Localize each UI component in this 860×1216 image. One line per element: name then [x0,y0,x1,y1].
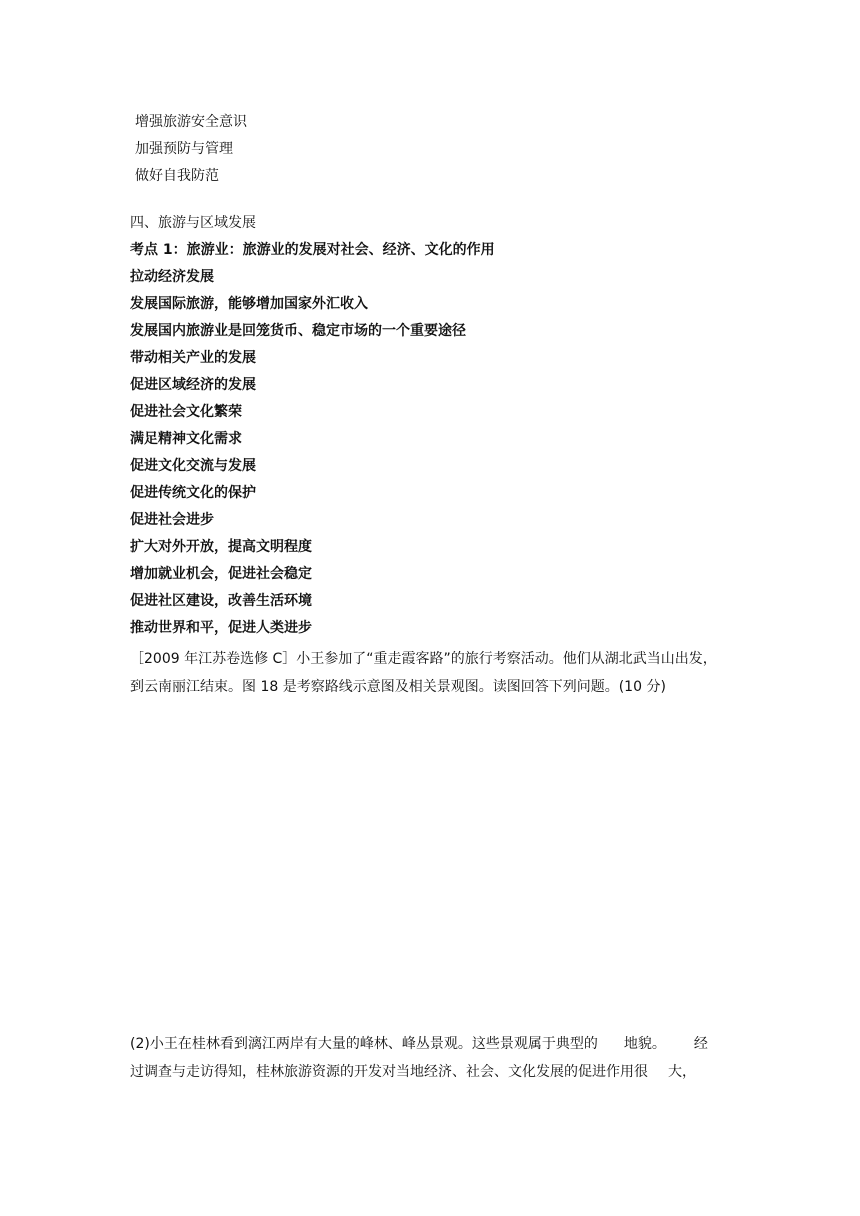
list-item: 促进文化交流与发展 [130,458,256,474]
safety-point: 增强旅游安全意识 [135,114,247,130]
part2-text: 过调查与走访得知，桂林旅游资源的开发对当地经济、社会、文化发展的促进作用很 [130,1064,648,1080]
part2-text: 大， [668,1064,696,1080]
section-heading: 四、旅游与区域发展 [130,215,256,231]
list-item: 增加就业机会，促进社会稳定 [130,566,312,582]
list-item: 促进社会进步 [130,512,214,528]
list-item: 满足精神文化需求 [130,431,242,447]
part2-line-2 [130,1058,730,1086]
question-line-2: 到云南丽江结束。图 18 是考察路线示意图及相关景观图。读图回答下列问题。(10 分) [130,679,666,695]
list-item: 促进社区建设，改善生活环境 [130,593,312,609]
list-item: 促进传统文化的保护 [130,485,256,501]
kaodian-title: 考点 1：旅游业：旅游业的发展对社会、经济、文化的作用 [130,242,495,258]
part2-line-1 [130,1030,730,1058]
list-item: 发展国际旅游，能够增加国家外汇收入 [130,296,368,312]
part2-text: (2)小王在桂林看到漓江两岸有大量的峰林、峰丛景观。这些景观属于典型的 [130,1036,598,1052]
safety-point: 做好自我防范 [135,168,219,184]
list-item: 拉动经济发展 [130,269,214,285]
list-item: 促进社会文化繁荣 [130,404,242,420]
list-item: 发展国内旅游业是回笼货币、稳定市场的一个重要途径 [130,323,466,339]
part2-text: 地貌。 [623,1036,666,1052]
list-item: 促进区域经济的发展 [130,377,256,393]
question-stem [130,645,730,701]
list-item: 推动世界和平，促进人类进步 [130,620,312,636]
list-item: 带动相关产业的发展 [130,350,256,366]
question-part-2 [130,1030,730,1086]
safety-point: 加强预防与管理 [135,141,233,157]
question-line-1: ［2009 年江苏卷选修 C］小王参加了“重走霞客路”的旅行考察活动。他们从湖北武当山出发， [130,651,717,667]
list-item: 扩大对外开放，提高文明程度 [130,539,312,555]
part2-text: 经 [693,1036,708,1052]
